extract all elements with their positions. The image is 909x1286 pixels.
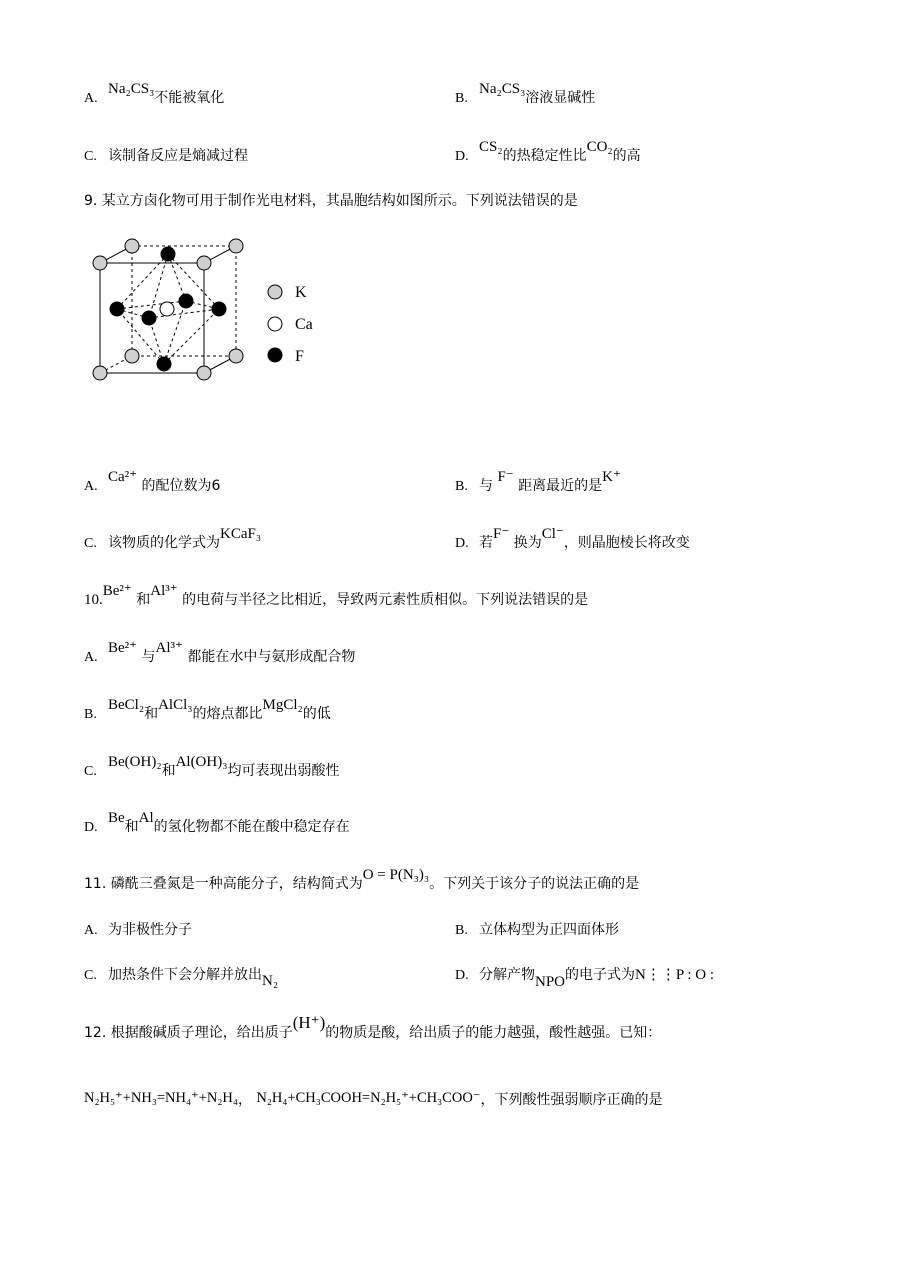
formula: Be	[108, 810, 125, 826]
formula: Be(OH)₂	[108, 754, 162, 770]
q12-equations	[84, 1090, 662, 1110]
formula: Be²⁺	[108, 640, 138, 656]
option-label: D.	[455, 149, 469, 164]
q9-option-a	[84, 469, 221, 497]
option-label: D.	[455, 536, 469, 551]
formula: N⋮⋮P : O :	[635, 967, 715, 983]
option-label: A.	[84, 91, 98, 106]
q8-option-c	[84, 146, 248, 167]
q10-option-d	[84, 810, 350, 838]
formula: CO₂	[586, 139, 613, 155]
formula: Na₂CS₃	[479, 81, 526, 97]
equation-1: N₂H₅⁺+NH₃=NH₄⁺+N₂H₄	[84, 1090, 238, 1106]
legend-ca-marker	[266, 315, 284, 333]
option-text: 立体构型为正四面体形	[479, 922, 619, 938]
formula: Be²⁺	[102, 583, 132, 599]
q8-option-a	[84, 81, 225, 109]
q9-option-d	[455, 526, 690, 554]
q11-option-c	[84, 965, 279, 989]
option-text: 与	[479, 478, 493, 494]
q9-option-c	[84, 526, 262, 554]
q12-stem	[84, 1013, 662, 1043]
q11-option-b	[455, 920, 619, 941]
option-text: 和	[144, 706, 159, 722]
legend-ca-label: Ca	[295, 316, 313, 333]
option-label: C.	[84, 968, 97, 983]
q8-option-b	[455, 81, 596, 109]
legend-f-marker	[266, 346, 284, 364]
option-text: 和	[161, 763, 176, 779]
stem-text: 的电荷与半径之比相近，导致两元素性质相似。下列说法错误的是	[182, 592, 589, 608]
formula: NPO	[535, 974, 566, 990]
option-text: 都能在水中与氨形成配合物	[187, 649, 356, 665]
option-text: 的低	[302, 706, 331, 722]
option-text: 的高	[612, 148, 641, 164]
option-label: C.	[84, 149, 97, 164]
stem-text: 11. 磷酰三叠氮是一种高能分子，结构简式为	[84, 876, 363, 892]
option-text: 与	[141, 649, 156, 665]
formula: O = P(N₃)₃	[362, 867, 430, 883]
formula: Al³⁺	[155, 640, 183, 656]
option-text: ，则晶胞棱长将改变	[563, 535, 690, 551]
formula: CS₂	[479, 139, 503, 155]
option-label: B.	[455, 923, 468, 938]
crystal-cell-diagram	[90, 236, 260, 386]
legend-k-marker	[266, 283, 284, 301]
stem-text: 的物质是酸，给出质子的能力越强，酸性越强。已知：	[325, 1025, 662, 1041]
option-text: 距离最近的是	[518, 478, 603, 494]
q10-stem	[84, 583, 589, 610]
option-text: 和	[124, 819, 139, 835]
option-label: A.	[84, 923, 98, 938]
q11-option-d	[455, 965, 715, 990]
option-label: B.	[84, 707, 97, 722]
stem-text: 12. 根据酸碱质子理论，给出质子	[84, 1025, 293, 1041]
separator: ，	[237, 1092, 252, 1108]
formula: Al³⁺	[150, 583, 178, 599]
formula: Al(OH)₃	[175, 754, 228, 770]
formula: K⁺	[602, 469, 621, 485]
formula: KCaF₃	[220, 526, 262, 542]
formula: BeCl₂	[108, 697, 145, 713]
formula: F⁻	[493, 526, 510, 542]
q8-option-d	[455, 139, 641, 167]
ca-atom	[160, 302, 174, 316]
stem-text: ，下列酸性强弱顺序正确的是	[480, 1092, 663, 1108]
option-text: 的电子式为	[565, 967, 636, 983]
equation-2: N₂H₄+CH₃COOH=N₂H₅⁺+CH₃COO⁻	[256, 1090, 481, 1106]
option-text: 若	[479, 535, 493, 551]
q11-stem	[84, 867, 640, 894]
option-label: C.	[84, 764, 97, 779]
formula: Cl⁻	[541, 526, 564, 542]
option-label: D.	[84, 820, 98, 835]
option-label: A.	[84, 479, 98, 494]
option-text: 的热稳定性比	[502, 148, 587, 164]
q9-option-b	[455, 469, 621, 497]
formula: Al	[138, 810, 154, 826]
q10-option-b	[84, 697, 331, 725]
option-text: 的氢化物都不能在酸中稳定存在	[153, 819, 350, 835]
option-text: 换为	[513, 535, 542, 551]
option-text: 加热条件下会分解并放出	[108, 967, 262, 983]
legend-f-label: F	[295, 348, 304, 365]
q9-stem: 9. 某立方卤化物可用于制作光电材料，其晶胞结构如图所示。下列说法错误的是	[84, 193, 578, 209]
formula: F⁻	[497, 469, 514, 485]
formula: N₂	[262, 973, 279, 989]
option-text: 的配位数为6	[141, 478, 221, 494]
formula: Ca²⁺	[108, 469, 138, 485]
stem-text: 。下列关于该分子的说法正确的是	[429, 876, 640, 892]
option-label: D.	[455, 968, 469, 983]
formula: AlCl₃	[158, 697, 193, 713]
q10-option-a	[84, 640, 356, 668]
option-label: B.	[455, 479, 468, 494]
stem-text: 和	[136, 592, 151, 608]
option-text: 不能被氧化	[154, 90, 225, 106]
option-text: 均可表现出弱酸性	[227, 763, 340, 779]
option-label: B.	[455, 91, 468, 106]
option-label: C.	[84, 536, 97, 551]
q11-option-a	[84, 920, 192, 941]
option-text: 该制备反应是熵减过程	[108, 148, 248, 164]
option-text: 溶液显碱性	[525, 90, 596, 106]
formula: (H⁺)	[292, 1013, 326, 1032]
formula: MgCl₂	[262, 697, 303, 713]
option-label: A.	[84, 650, 98, 665]
question-number: 10.	[84, 592, 103, 608]
option-text: 分解产物	[479, 967, 535, 983]
option-text: 该物质的化学式为	[108, 535, 220, 551]
formula: Na₂CS₃	[108, 81, 155, 97]
option-text: 为非极性分子	[108, 922, 192, 938]
option-text: 的熔点都比	[192, 706, 263, 722]
legend-k-label: K	[295, 284, 307, 301]
q10-option-c	[84, 754, 340, 782]
